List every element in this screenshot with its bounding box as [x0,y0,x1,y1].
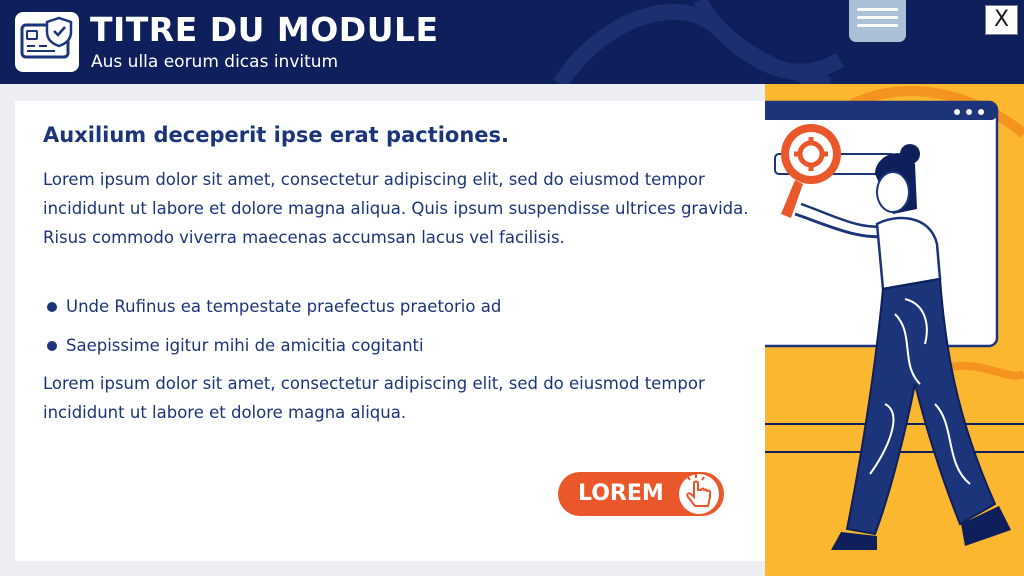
menu-line [857,16,898,19]
bullet-list [43,292,501,370]
list-item [43,292,501,321]
bullet-dot-icon [47,341,57,351]
close-button[interactable]: X [985,5,1018,35]
lorem-button-label: LOREM [578,481,664,506]
intro-paragraph: Lorem ipsum dolor sit amet, consectetur adipiscing elit, sed do eiusmod tempor incididunt ut labore et dolore magna aliqua. Quis ipsum suspendisse ultrices gravida. Risus commodo viverra maecenas accumsan lacus vel facilisis. [43,170,749,247]
list-item-text: Saepissime igitur mihi de amicitia cogitanti [66,336,424,355]
module-logo [15,12,79,72]
illustration-panel [765,84,1024,576]
module-subtitle: Aus ulla eorum dicas invitum [91,52,339,72]
bullet-dot-icon [47,302,57,312]
menu-line [857,24,898,27]
closing-paragraph: Lorem ipsum dolor sit amet, consectetur adipiscing elit, sed do eiusmod tempor incididunt ut labore et dolore magna aliqua. [43,374,705,422]
list-item [43,331,501,360]
content-heading: Auxilium deceperit ipse erat pactiones. [43,123,510,147]
hamburger-menu-button[interactable] [849,0,906,42]
pointing-hand-icon [676,473,722,515]
menu-line [857,8,898,11]
credit-card-shield-icon [15,12,79,72]
lorem-button[interactable] [558,472,724,516]
list-item-text: Unde Rufinus ea tempestate praefectus praetorio ad [66,297,502,316]
content-card [15,101,765,561]
module-title: TITRE DU MODULE [90,10,439,49]
woman-with-magnifier-illustration [765,84,1024,576]
